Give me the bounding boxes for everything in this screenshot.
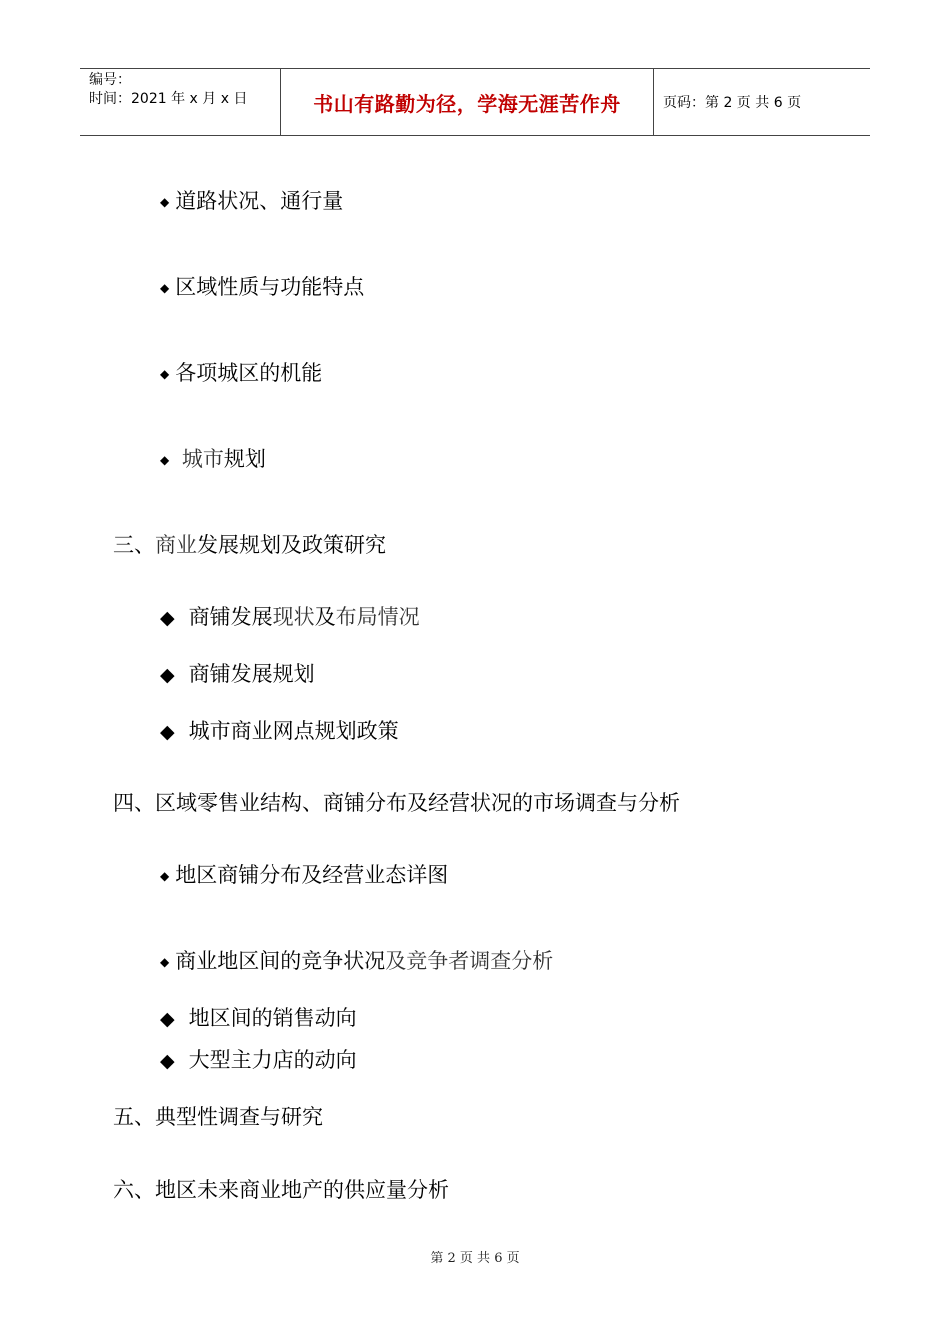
section-heading xyxy=(113,790,680,816)
list-item xyxy=(160,446,266,473)
section-heading xyxy=(113,1177,449,1203)
page-footer: 第 2 页 共 6 页 xyxy=(430,1251,520,1266)
diamond-bullet-icon: ◆ xyxy=(160,664,175,686)
header-motto-cell xyxy=(281,69,654,135)
section-number: 三、 xyxy=(113,533,155,557)
list-item xyxy=(160,718,399,745)
list-item-text: 地区商铺分布及经营业态详图 xyxy=(175,863,449,887)
header-motto: 书山有路勤为径，学海无涯苦作舟 xyxy=(313,91,621,116)
header-number-label: 编号： xyxy=(89,72,131,88)
diamond-bullet-icon: ◆ xyxy=(160,721,175,743)
section-heading xyxy=(113,532,386,558)
section-text-serif: 商业 xyxy=(155,533,197,557)
diamond-bullet-icon: ◆ xyxy=(160,1008,175,1030)
list-item xyxy=(160,1047,357,1074)
diamond-bullet-icon: ◆ xyxy=(160,607,175,629)
list-item-text: 商铺发展规划 xyxy=(188,662,315,686)
list-item-text: 道路状况、通行量 xyxy=(175,189,344,213)
list-item-text: 各项城区的机能 xyxy=(175,361,323,385)
list-item xyxy=(160,1005,357,1032)
list-item-text: 区域性质与功能特点 xyxy=(175,275,365,299)
list-item-text-serif: 布局情况 xyxy=(335,605,420,629)
section-text: 发展规划及政策研究 xyxy=(197,533,386,557)
list-item xyxy=(160,661,315,688)
diamond-bullet-icon: ◆ xyxy=(160,195,170,209)
page-header xyxy=(80,68,870,136)
list-item xyxy=(160,360,322,387)
list-item-text: 及 xyxy=(314,605,336,629)
section-text: 六、地区未来商业地产的供应量分析 xyxy=(113,1178,449,1202)
list-item-text-serif: 及竞争者调查分析 xyxy=(385,949,554,973)
list-item-text: 商铺发展 xyxy=(188,605,273,629)
section-text: 四、区域零售业结构、商铺分布及经营状况的市场调查与分析 xyxy=(113,791,680,815)
header-meta xyxy=(80,69,281,135)
list-item xyxy=(160,948,553,975)
header-page-info: 页码：第 2 页 共 6 页 xyxy=(663,95,802,111)
list-item-text: 规划 xyxy=(223,447,266,471)
diamond-bullet-icon: ◆ xyxy=(160,955,170,969)
section-text: 五、典型性调查与研究 xyxy=(113,1105,323,1129)
list-item xyxy=(160,188,343,215)
section-heading xyxy=(113,1104,323,1130)
diamond-bullet-icon: ◆ xyxy=(160,453,170,467)
list-item-text-serif: 现状 xyxy=(272,605,315,629)
diamond-bullet-icon: ◆ xyxy=(160,281,170,295)
list-item-text: 城市商业网点规划政策 xyxy=(188,719,399,743)
header-time-label: 时间：2021 年 x 月 x 日 xyxy=(89,91,248,107)
diamond-bullet-icon: ◆ xyxy=(160,367,170,381)
diamond-bullet-icon: ◆ xyxy=(160,1050,175,1072)
list-item-text-serif: 城市 xyxy=(181,447,224,471)
list-item xyxy=(160,862,448,889)
list-item-text: 地区间的销售动向 xyxy=(188,1006,357,1030)
diamond-bullet-icon: ◆ xyxy=(160,869,170,883)
list-item xyxy=(160,274,364,301)
list-item-text: 商业地区间的竞争状况 xyxy=(175,949,386,973)
list-item-text: 大型主力店的动向 xyxy=(188,1048,357,1072)
list-item xyxy=(160,604,420,631)
